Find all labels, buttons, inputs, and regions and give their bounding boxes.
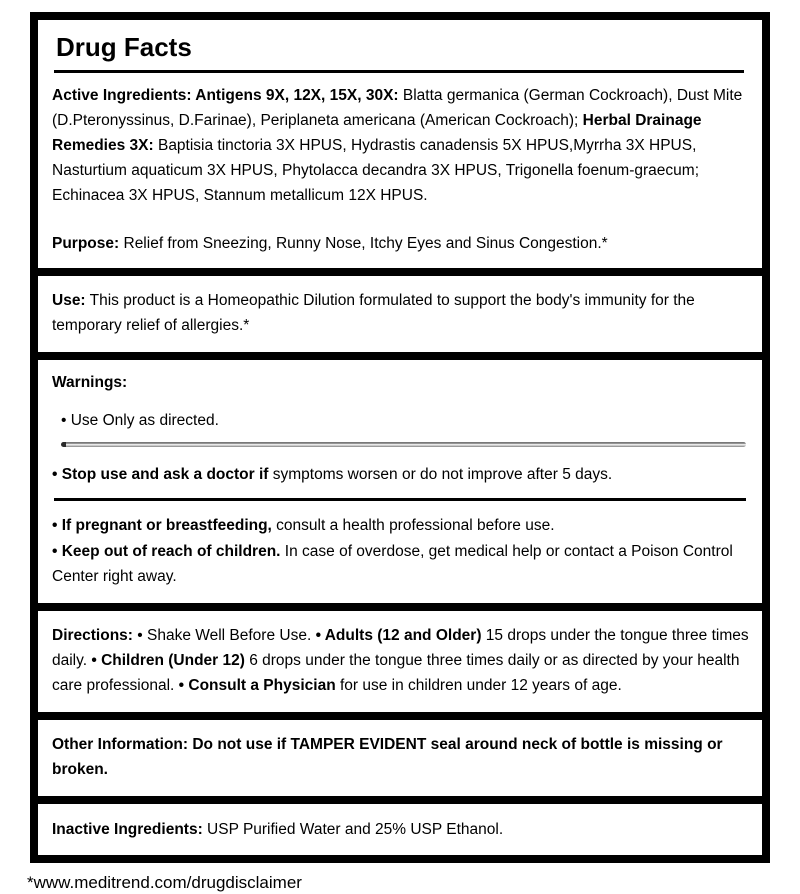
drug-facts-title: Drug Facts	[56, 32, 192, 62]
section-warnings	[34, 356, 766, 607]
warnings-heading: Warnings:	[52, 374, 128, 391]
section-directions	[34, 607, 766, 716]
title-divider-rule	[54, 70, 744, 73]
footer-disclaimer-url: *www.meditrend.com/drugdisclaimer	[27, 873, 302, 892]
warnings-embossed-divider	[61, 442, 746, 447]
drug-facts-outer-box	[30, 12, 770, 863]
active-ingredients-text: Active Ingredients: Antigens 9X, 12X, 15X, 30X: Blatta germanica (German Cockroach), Dust Mite (D.Pteronyssinus, D.Farinae), Periplaneta americana (American Cockroach); Herbal Drainage Remedies 3X: Baptisia tinctoria 3X HPUS, Hydrastis canadensis 5X HPUS,Myrrha 3X HPUS, Nasturtium aquaticum 3X HPUS, Phytolacca decandra 3X HPUS, Trigonella foenum-graecum; Echinacea 3X HPUS, Stannum metallicum 12X HPUS.	[52, 87, 743, 204]
inactive-ingredients-text: Inactive Ingredients: USP Purified Water and 25% USP Ethanol.	[52, 821, 504, 838]
warnings-thin-divider	[54, 498, 746, 501]
purpose-text: Purpose: Relief from Sneezing, Runny Nose, Itchy Eyes and Sinus Congestion.*	[52, 235, 608, 252]
warning-bullet-use-only: • Use Only as directed.	[61, 412, 219, 429]
section-title-active-purpose	[34, 16, 766, 272]
warning-bullet-stop-use: • Stop use and ask a doctor if symptoms worsen or do not improve after 5 days.	[52, 466, 613, 483]
drug-facts-label-page	[0, 12, 800, 892]
warning-bullet-pregnant: • If pregnant or breastfeeding, consult a health professional before use.	[52, 517, 555, 534]
section-inactive-ingredients	[34, 800, 766, 859]
warning-bullet-keep-out-of-reach: • Keep out of reach of children. In case of overdose, get medical help or contact a Poison Control Center right away.	[52, 543, 733, 585]
section-use	[34, 272, 766, 356]
section-other-information	[34, 716, 766, 800]
other-information-text: Other Information: Do not use if TAMPER EVIDENT seal around neck of bottle is missing or broken.	[52, 736, 723, 778]
use-text: Use: This product is a Homeopathic Dilution formulated to support the body's immunity for the temporary relief of allergies.*	[52, 292, 695, 334]
directions-text: Directions: • Shake Well Before Use. • Adults (12 and Older) 15 drops under the tongue three times daily. • Children (Under 12) 6 drops under the tongue three times daily or as directed by your health care professional. • Consult a Physician for use in children under 12 years of age.	[52, 627, 749, 694]
